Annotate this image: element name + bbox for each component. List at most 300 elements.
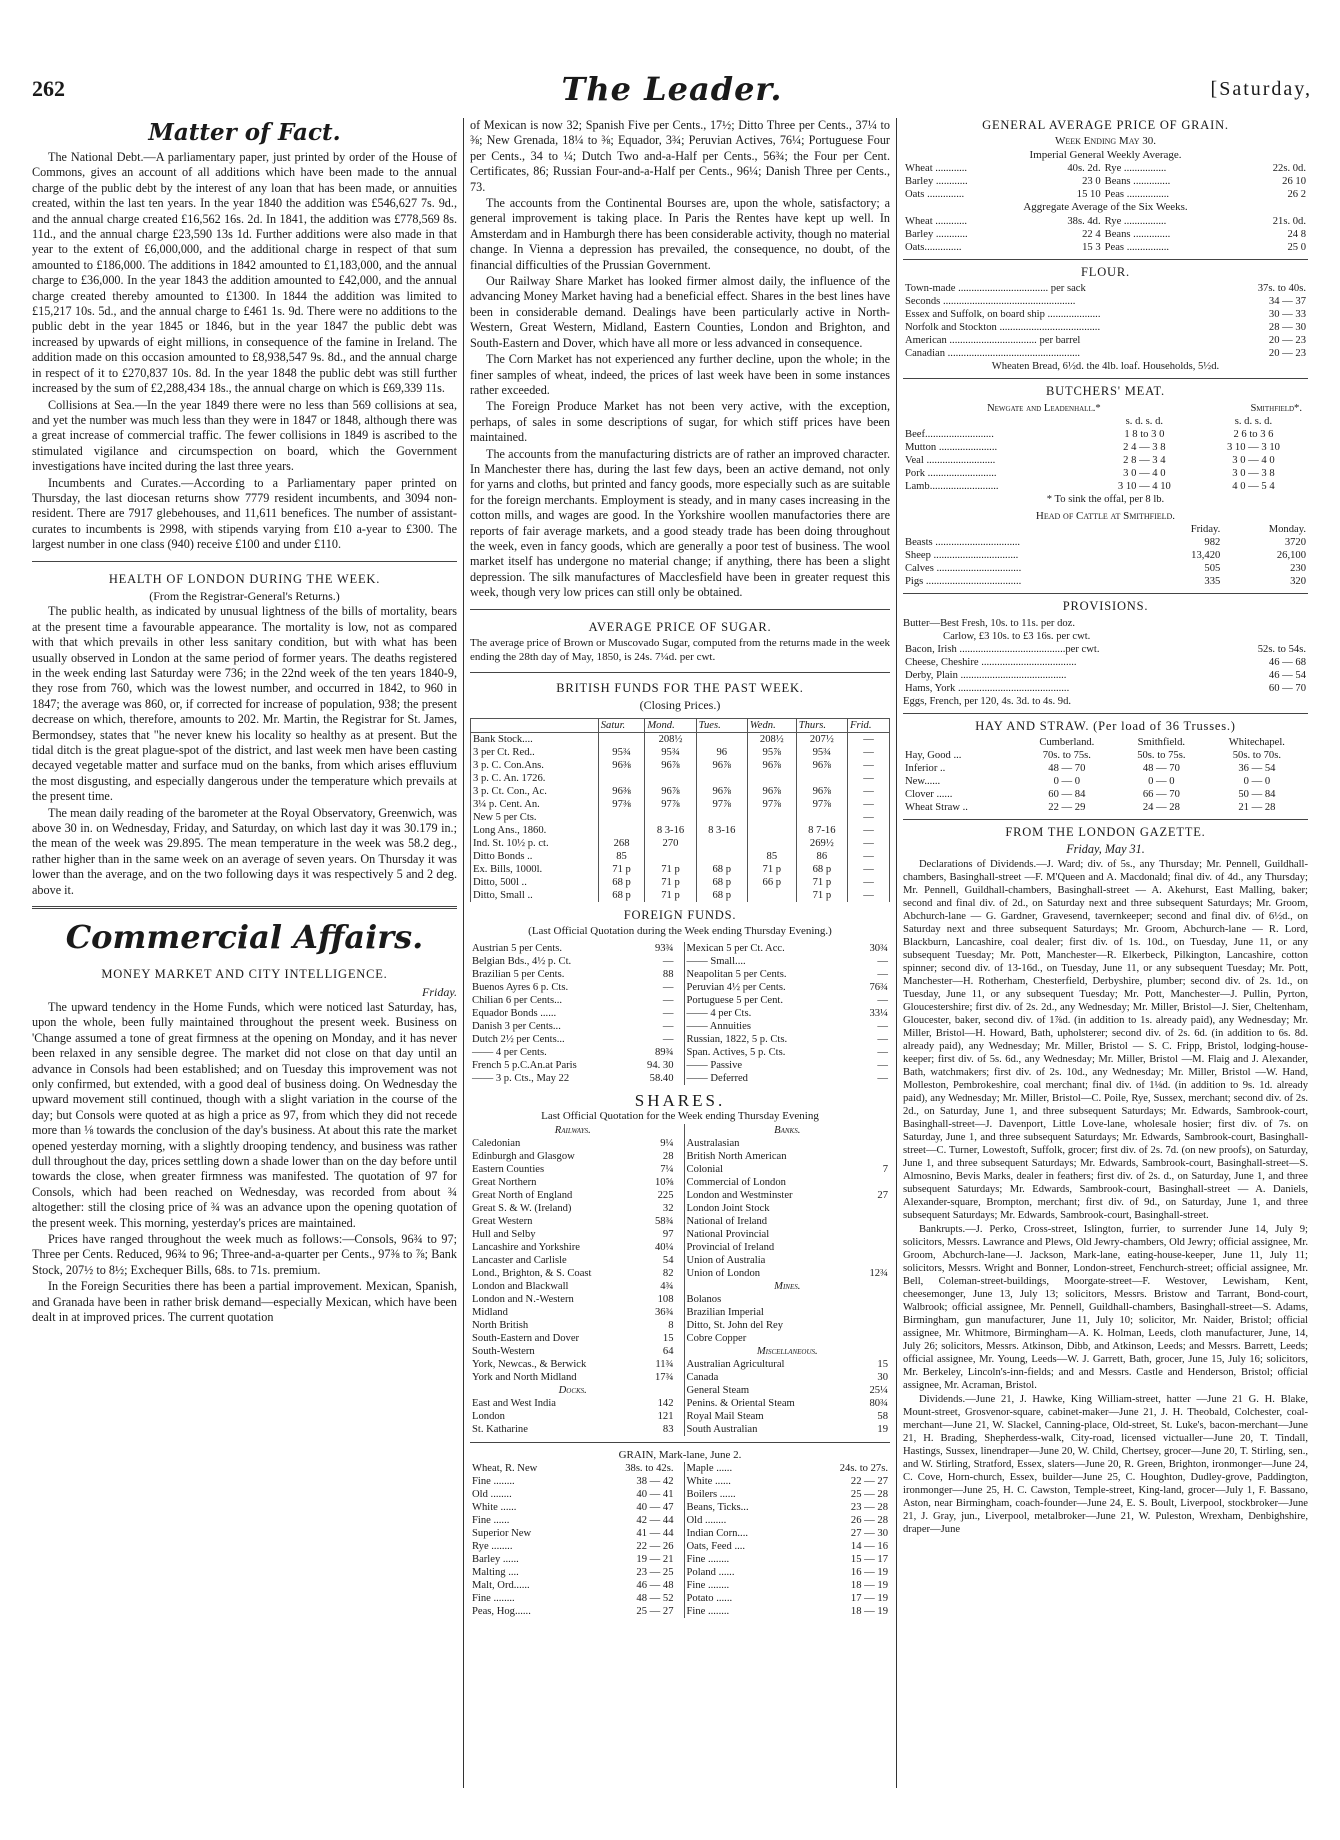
row-value: 38s. to 42s.: [625, 1463, 674, 1475]
row-value: 11¾: [655, 1358, 674, 1370]
row-value: 48 — 52: [636, 1593, 674, 1605]
row-label: South-Eastern and Dover: [472, 1332, 580, 1344]
row-label: Chilian 6 per Cents...: [472, 994, 563, 1006]
table-row: [903, 480, 1308, 493]
row-value: 82: [662, 1267, 674, 1279]
row-value: 2 4 — 3 8: [1123, 441, 1166, 453]
row-label: Hull and Selby: [472, 1228, 536, 1240]
row-label: East and West India: [472, 1397, 556, 1409]
section-rule: [903, 819, 1308, 820]
table-row: [903, 334, 1308, 347]
table-row: [471, 772, 890, 785]
foreign-securities-paragraph: In the Foreign Securities there has been a partial improvement. Mexican, Spanish, and Granada have been in rather brisk demand—especially Mexican, which have been dealt in at improved prices. The current quotation: [32, 1279, 457, 1325]
fund-price: 96⅞: [696, 785, 747, 798]
row-label: Derby, Plain ........................................: [905, 669, 1067, 681]
list-item: [685, 1410, 891, 1423]
row-value: —: [662, 981, 674, 993]
row-value: 335: [1204, 576, 1221, 588]
table-row: [903, 162, 1308, 175]
list-item: [685, 981, 891, 994]
list-item: [470, 1215, 676, 1228]
fund-price: 8 7-16: [796, 824, 847, 837]
barometer-paragraph: The mean daily reading of the barometer at the Royal Observatory, Greenwich, was above 30 in. on Wednesday, Friday, and Saturday, on which last day it was 30.179 in.; the mean of the week was 29.895. The mean temperature in the week was 58.2 deg., rather higher than in the same week on an average of seven years. On Thursday it was lower than the average, and on the two following days it was respectively 5 and 2 deg. above it.: [32, 805, 457, 897]
row-label: London and Blackwall: [472, 1280, 569, 1292]
foreign-funds-list: [470, 942, 890, 1085]
list-item: [685, 1384, 891, 1397]
grain-average-type: Imperial General Weekly Average.: [1029, 148, 1182, 161]
table-row: [903, 415, 1308, 428]
row-value: 20 — 23: [1268, 348, 1306, 360]
row-value: —: [877, 968, 888, 980]
row-label: Peas, Hog......: [472, 1606, 531, 1618]
fund-price: 208½: [747, 732, 796, 746]
row-value: 26 — 28: [850, 1515, 888, 1527]
row-label: —— Annuities: [686, 1020, 751, 1032]
row-value: 24s. to 27s.: [839, 1463, 888, 1475]
row-value: 28: [662, 1150, 674, 1162]
row-label: British North American: [686, 1150, 787, 1162]
row-value: [882, 1332, 890, 1345]
row-value: 0 — 0: [1053, 776, 1081, 788]
list-item: [470, 1319, 676, 1332]
row-label: London Joint Stock: [686, 1202, 770, 1214]
row-label: Rye ........: [472, 1541, 513, 1553]
row-label: —— Deferred: [686, 1072, 748, 1084]
row-value: 121: [657, 1410, 674, 1422]
section-rule: [903, 378, 1308, 379]
meat-table: [903, 415, 1308, 493]
row-label: Caledonian: [472, 1137, 521, 1149]
list-item: [685, 1189, 891, 1202]
table-row: [903, 749, 1308, 762]
row-label: Penins. & Oriental Steam: [686, 1397, 795, 1409]
row-value: —: [662, 994, 674, 1006]
list-item: [685, 942, 891, 955]
row-value: 54: [662, 1254, 674, 1266]
table-row: [903, 562, 1308, 575]
list-item: [470, 1137, 676, 1150]
row-value: 25 0: [1287, 241, 1306, 253]
list-item: [685, 968, 891, 981]
row-value: —: [662, 1007, 674, 1019]
row-value: 2 8 — 3 4: [1123, 454, 1166, 466]
row-value: 26,100: [1276, 550, 1306, 562]
row-value: —: [662, 1033, 674, 1045]
list-item: [470, 1020, 676, 1033]
row-value: 94. 30: [647, 1059, 674, 1071]
row-label: Superior New: [472, 1528, 532, 1540]
list-item: [470, 1241, 676, 1254]
row-label: Fine ........: [686, 1606, 730, 1618]
row-label: Oats ..............: [905, 189, 965, 201]
table-row: [471, 889, 890, 902]
row-label: American ................................. per barrel: [905, 335, 1081, 347]
section-rule: [903, 259, 1308, 260]
list-item: [685, 994, 891, 1007]
row-label: Colonial: [686, 1163, 723, 1175]
row-label: Potato ......: [686, 1593, 733, 1605]
row-label: White ......: [472, 1502, 517, 1514]
fund-price: 96⅞: [645, 759, 696, 772]
row-value: 28 — 30: [1268, 322, 1306, 334]
row-value: 20 — 23: [1268, 335, 1306, 347]
row-value: 25 — 27: [636, 1606, 674, 1618]
row-value: Rye ................: [1104, 163, 1167, 175]
row-label: Union of London: [686, 1267, 761, 1279]
row-label: Fine ........: [686, 1554, 730, 1566]
row-value: [855, 1176, 890, 1189]
list-item: [470, 1293, 676, 1306]
fund-price: 96⅜: [598, 759, 645, 772]
list-item: [470, 942, 676, 955]
table-row: [903, 643, 1308, 656]
row-value: 66 — 70: [1142, 789, 1180, 801]
row-label: Cheese, Cheshire ....................................: [905, 656, 1077, 668]
column-header: [471, 718, 599, 732]
fund-price: [747, 811, 796, 824]
row-value: 1 8 to 3 0: [1124, 428, 1165, 440]
list-item: [470, 1488, 676, 1501]
row-value: s. d. s. d.: [1125, 415, 1164, 427]
list-item: [685, 1397, 891, 1410]
row-label: Fine ......: [472, 1515, 510, 1527]
list-item: [470, 1072, 676, 1085]
row-value: 36¾: [654, 1306, 674, 1318]
row-value: 505: [1204, 563, 1221, 575]
list-item: [470, 1514, 676, 1527]
row-value: 14 — 16: [850, 1541, 888, 1553]
cattle-table: [903, 523, 1308, 588]
table-row: [903, 656, 1308, 669]
row-label: Hams, York ..........................................: [905, 682, 1070, 694]
row-label: Fine ........: [472, 1593, 515, 1605]
provisions-eggs: Eggs, French, per 120, 4s. 3d. to 4s. 9d.: [903, 695, 1072, 707]
table-row: [471, 785, 890, 798]
foreign-funds-subheading: (Last Official Quotation during the Week ending Thursday Evening.): [528, 925, 832, 938]
row-label: Wheat ............: [905, 215, 968, 227]
list-item: [685, 1358, 891, 1371]
row-value: Cumberland.: [1039, 737, 1095, 749]
row-label: Fine ........: [472, 1476, 515, 1488]
gazette-date: Friday, May 31.: [1066, 842, 1145, 857]
money-market-day: Friday.: [422, 984, 457, 999]
national-debt-paragraph: The National Debt.—A parliamentary paper, just printed by order of the House of Commons, gives an account of all additions which have been made to the annual charge of the public debt by the interest of any loan that has been made, or annuities created, within the last ten years. In the year 1840 the addition was £546,627 7s. 9d., and the annual charge created £16,562 16s. 2d. In 1841, the addition was £778,569 8s. 11d., and the annual charge £23,590 13s 1d. Further additions were also made in that year to the extent of £6,000,000, and the additional charge in respect of that sum amounted to £186,000. The additions in 1842 amounted to £1,183,000, and the annual charge to £36,000. In the year 1843 the addition amounted to £42,000, and the annual charge created thereby amounted to £1300. In 1844 the addition was limited to £15,217 10s. 5d., and the annual charge to £461 1s. 9d. There were no additions to the public debt in the year 1845 or 1846, but in the year 1847 the public debt was increased by upwards of eight millions, in consequence of the famine in Ireland. The addition made on this occasion amounted to £8,938,547 9s. 8d., and the annual charge in respect of it to £270,837 10s. 8d. In the year 1848 the public debt was still further increased by the sum of £2,288,434 18s., the annual charge on which is £69,339 11s.: [32, 150, 457, 396]
row-value: s. d. s. d.: [1234, 415, 1273, 427]
column-rule: [463, 118, 464, 1788]
row-label: Bolanos: [686, 1293, 722, 1305]
fund-price: [598, 772, 645, 785]
table-row: [903, 295, 1308, 308]
provisions-heading: PROVISIONS.: [1062, 599, 1149, 614]
row-label: Pigs ....................................: [905, 576, 1022, 588]
row-value: 4¾: [660, 1280, 674, 1292]
row-value: 18 — 19: [850, 1580, 888, 1592]
list-item: [685, 1423, 891, 1436]
row-value: Peas ................: [1104, 189, 1170, 201]
fund-price: 97⅞: [696, 798, 747, 811]
row-label: Buenos Ayres 6 p. Cts.: [472, 981, 569, 993]
row-label: Australian Agricultural: [686, 1358, 785, 1370]
row-label: [903, 736, 1017, 749]
table-row: [903, 228, 1308, 241]
row-label: Brazilian Imperial: [686, 1306, 764, 1318]
table-row: [903, 428, 1308, 441]
fund-price: —: [848, 732, 890, 746]
fund-name: New 5 per Cts.: [471, 811, 599, 824]
table-row: [471, 732, 890, 746]
list-item: [685, 1475, 891, 1488]
list-item: [470, 1033, 676, 1046]
fund-price: 71 p: [645, 863, 696, 876]
table-row: [903, 523, 1308, 536]
fund-price: 270: [645, 837, 696, 850]
row-value: 46 — 48: [636, 1580, 674, 1592]
list-item: [685, 955, 891, 968]
row-value: Rye ................: [1104, 215, 1167, 227]
row-value: 15: [877, 1358, 888, 1370]
row-label: North British: [472, 1319, 529, 1331]
fund-price: [796, 811, 847, 824]
row-label: Commercial of London: [686, 1176, 786, 1188]
row-value: 50s. to 75s.: [1137, 750, 1186, 762]
row-value: 23 — 25: [636, 1567, 674, 1579]
table-row: [903, 454, 1308, 467]
row-value: 80¾: [869, 1397, 888, 1409]
table-row: [903, 575, 1308, 588]
fund-name: 3 p. Ct. Con., Ac.: [471, 785, 599, 798]
row-value: 37s. to 40s.: [1257, 283, 1306, 295]
fund-price: [598, 732, 645, 746]
row-label: General Steam: [686, 1384, 750, 1396]
row-label: National Provincial: [686, 1228, 770, 1240]
row-value: 10⅝: [654, 1176, 674, 1188]
row-value: 30 — 33: [1268, 309, 1306, 321]
list-item: [470, 1501, 676, 1514]
list-item: [685, 1202, 891, 1215]
fund-price: 208½: [645, 732, 696, 746]
row-label: Malt, Ord......: [472, 1580, 530, 1592]
row-value: 60 — 70: [1268, 682, 1306, 694]
table-row: [903, 788, 1308, 801]
issue-day: [Saturday,: [1210, 78, 1312, 100]
column-one: [32, 118, 457, 1326]
row-label: Canada: [686, 1371, 719, 1383]
section-rule: [470, 672, 890, 673]
bourses-paragraph: The accounts from the Continental Bourses are, upon the whole, satisfactory; a general improvement is taking place. In Paris the Rentes have kept up well. In Amsterdam and in Hamburgh there has been considerable activity, though no material change. In Vienna a depression has prevailed, the consequence, no doubt, of the financial difficulties of the Prussian Government.: [470, 196, 890, 272]
row-value: —: [877, 1033, 888, 1045]
row-label: Union of Australia: [686, 1254, 766, 1266]
british-funds-heading: BRITISH FUNDS FOR THE PAST WEEK.: [556, 681, 804, 695]
fund-name: 3¼ p. Cent. An.: [471, 798, 599, 811]
row-value: 27 — 30: [850, 1528, 888, 1540]
list-item: [685, 1137, 891, 1150]
fund-price: 68 p: [598, 876, 645, 889]
table-row: [903, 669, 1308, 682]
list-item: [470, 1046, 676, 1059]
fund-price: 97⅞: [645, 798, 696, 811]
section-rule: [470, 609, 890, 610]
list-item: [685, 1150, 891, 1163]
british-funds-subheading: (Closing Prices.): [639, 698, 721, 713]
flour-heading: FLOUR.: [1081, 264, 1130, 279]
row-value: 13,420: [1191, 550, 1221, 562]
cattle-heading: Head of Cattle at Smithfield.: [1035, 509, 1176, 522]
table-row: [903, 321, 1308, 334]
table-row: [903, 441, 1308, 454]
fund-price: 96: [696, 746, 747, 759]
row-value: 15 3: [1082, 241, 1101, 253]
row-value: 50s. to 70s.: [1232, 750, 1282, 762]
row-value: Peas ................: [1104, 241, 1170, 253]
row-value: —: [877, 1059, 888, 1071]
row-label: Ditto, St. John del Rey: [686, 1319, 784, 1331]
corn-market-paragraph: The Corn Market has not experienced any further decline, upon the whole; in the finer samples of wheat, indeed, the prices of last week have been in some instances rather exceeded.: [470, 352, 890, 397]
list-item: [685, 1592, 891, 1605]
flour-note: Wheaten Bread, 6½d. the 4lb. loaf. Households, 5½d.: [991, 361, 1220, 373]
row-label: [903, 415, 1090, 428]
row-value: [855, 1202, 890, 1215]
fund-price: 95¾: [598, 746, 645, 759]
mines-heading: Mines.: [774, 1280, 801, 1292]
fund-price: 96⅞: [747, 759, 796, 772]
list-item: [470, 1410, 676, 1423]
fund-price: 71 p: [645, 876, 696, 889]
section-rule: [32, 906, 457, 909]
list-item: [685, 1267, 891, 1280]
row-label: White ......: [686, 1476, 731, 1488]
row-value: 8: [668, 1319, 674, 1331]
list-item: [685, 1540, 891, 1553]
row-label: Canadian ..................................................: [905, 348, 1081, 360]
aggregate-average-label: Aggregate Average of the Six Weeks.: [1023, 201, 1188, 214]
list-item: [685, 1007, 891, 1020]
row-value: Monday.: [1268, 524, 1306, 536]
row-value: [855, 1215, 890, 1228]
row-value: 15 — 17: [850, 1554, 888, 1566]
row-value: 15 10: [1076, 189, 1101, 201]
row-value: [855, 1137, 890, 1150]
table-row: [903, 536, 1308, 549]
fund-price: —: [848, 850, 890, 863]
row-value: 30: [877, 1371, 888, 1383]
fund-name: 3 p. C. An. 1726.: [471, 772, 599, 785]
row-label: Poland ......: [686, 1567, 735, 1579]
prices-paragraph: Prices have ranged throughout the week much as follows:—Consols, 96¾ to 97; Three per Cents. Reduced, 96¾ to 96; Three-and-a-quarter per Cents., 97⅜ to ⅞; Bank Stock, 207½ to 8½; Exchequer Bills, 68s. to 71s. premium.: [32, 1232, 457, 1277]
sugar-heading: AVERAGE PRICE OF SUGAR.: [588, 619, 772, 634]
row-label: Town-made .................................. per sack: [905, 283, 1086, 295]
section-rule: [32, 561, 457, 562]
fund-price: —: [848, 876, 890, 889]
fund-price: [598, 824, 645, 837]
fund-price: 97⅜: [598, 798, 645, 811]
list-item: [685, 1254, 891, 1267]
matter-of-fact-heading: Matter of Fact.: [148, 119, 341, 146]
grain-heading: GRAIN, Mark-lane, June 2.: [618, 1448, 742, 1461]
foreign-produce-paragraph: The Foreign Produce Market has not been very active, with the exception, perhaps, of sales in some descriptions of sugar, for which stiff prices have been maintained.: [470, 399, 890, 445]
list-item: [470, 1254, 676, 1267]
row-value: Smithfield.: [1137, 737, 1186, 749]
row-label: Mutton ......................: [905, 441, 998, 453]
table-row: [903, 549, 1308, 562]
fund-price: [747, 824, 796, 837]
row-value: [882, 1306, 890, 1319]
row-label: Veal ..........................: [905, 454, 996, 466]
row-value: 60 — 84: [1048, 789, 1086, 801]
row-label: South Australian: [686, 1423, 758, 1435]
row-value: 26 10: [1282, 176, 1306, 188]
masthead: [32, 70, 1312, 114]
row-label: Boilers ......: [686, 1489, 736, 1501]
row-label: Old ........: [686, 1515, 727, 1527]
list-item: [685, 1605, 891, 1618]
row-value: 3 0 — 4 0: [1232, 454, 1275, 466]
list-item: [470, 1345, 676, 1358]
provisions-carlow: Carlow, £3 10s. to £3 16s. per cwt.: [943, 630, 1091, 642]
row-label: Russian, 1822, 5 p. Cts.: [686, 1033, 788, 1045]
list-item: [685, 1241, 891, 1254]
table-row: [903, 241, 1308, 254]
grain-average-week: Week Ending May 30.: [1054, 135, 1157, 148]
banks-heading: Banks.: [774, 1124, 801, 1136]
row-value: 42 — 44: [636, 1515, 674, 1527]
row-value: 108: [657, 1293, 674, 1305]
list-item: [685, 1059, 891, 1072]
fund-price: 86: [796, 850, 847, 863]
british-funds-table: [470, 718, 890, 902]
list-item: [470, 1332, 676, 1345]
row-value: 40 — 47: [636, 1502, 674, 1514]
row-value: [855, 1254, 890, 1267]
list-item: [685, 1215, 891, 1228]
flour-table: [903, 282, 1308, 360]
fund-price: 66 p: [747, 876, 796, 889]
row-label: Wheat ............: [905, 163, 968, 175]
row-value: 21 — 28: [1238, 802, 1276, 814]
table-row: [903, 215, 1308, 228]
list-item: [470, 1579, 676, 1592]
section-rule: [903, 713, 1308, 714]
row-value: —: [877, 955, 888, 967]
provisions-table: [903, 643, 1308, 695]
railways-heading: Railways.: [554, 1124, 591, 1136]
fund-price: [747, 889, 796, 902]
row-label: Portuguese 5 per Cent.: [686, 994, 784, 1006]
table-row: [471, 837, 890, 850]
row-value: 46 — 68: [1268, 656, 1306, 668]
hay-straw-table: [903, 736, 1308, 814]
row-label: Dutch 2½ per Cents...: [472, 1033, 565, 1045]
fund-price: [598, 811, 645, 824]
row-value: —: [877, 994, 888, 1006]
row-label: Great Western: [472, 1215, 533, 1227]
row-label: Great North of England: [472, 1189, 573, 1201]
health-heading: HEALTH OF LONDON DURING THE WEEK.: [108, 571, 381, 586]
fund-price: 68 p: [696, 889, 747, 902]
row-value: 40s. 2d.: [1067, 163, 1101, 175]
fund-price: 95⅞: [747, 746, 796, 759]
row-value: Friday.: [1190, 524, 1221, 536]
row-value: [855, 1150, 890, 1163]
fund-price: 95¾: [645, 746, 696, 759]
row-value: 0 — 0: [1148, 776, 1175, 788]
row-value: 40 — 41: [636, 1489, 674, 1501]
row-value: 36 — 54: [1238, 763, 1276, 775]
fund-price: [696, 732, 747, 746]
fund-price: 97⅞: [796, 798, 847, 811]
table-row: [903, 682, 1308, 695]
row-label: Seconds ..................................................: [905, 296, 1076, 308]
foreign-funds-heading: FOREIGN FUNDS.: [623, 907, 737, 922]
